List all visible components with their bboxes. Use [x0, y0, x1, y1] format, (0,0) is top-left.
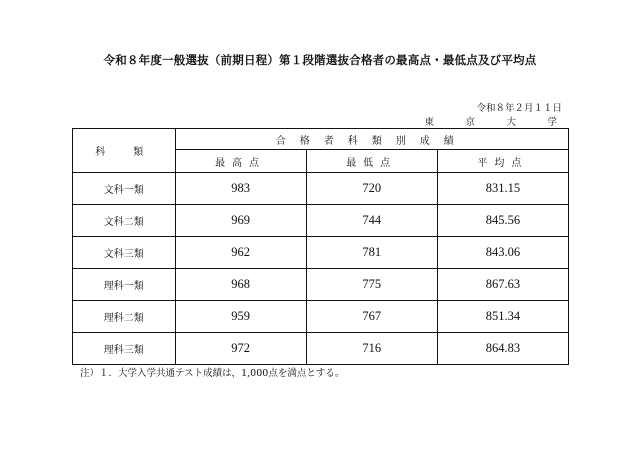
avg-score-cell: 851.34 — [437, 301, 568, 333]
min-score-cell: 744 — [306, 205, 437, 237]
table-row — [73, 301, 569, 333]
min-score-cell: 720 — [306, 173, 437, 205]
category-cell: 理科一類 — [73, 269, 176, 301]
table-row — [73, 205, 569, 237]
table-row — [73, 333, 569, 365]
category-cell: 文科二類 — [73, 205, 176, 237]
category-cell: 理科三類 — [73, 333, 176, 365]
category-cell: 文科三類 — [73, 237, 176, 269]
min-score-cell: 775 — [306, 269, 437, 301]
category-cell: 理科二類 — [73, 301, 176, 333]
table-row — [73, 173, 569, 205]
organization-name: 東 京 大 学 — [424, 117, 568, 128]
table-row — [73, 237, 569, 269]
table-header-row — [73, 129, 569, 150]
max-score-cell: 959 — [175, 301, 306, 333]
avg-score-cell: 845.56 — [437, 205, 568, 237]
min-score-cell: 716 — [306, 333, 437, 365]
max-score-header: 最高点 — [175, 150, 306, 173]
avg-score-cell: 843.06 — [437, 237, 568, 269]
max-score-cell: 962 — [175, 237, 306, 269]
avg-score-cell: 864.83 — [437, 333, 568, 365]
max-score-cell: 968 — [175, 269, 306, 301]
issue-date: 令和８年２月１１日 — [476, 103, 562, 114]
max-score-cell: 983 — [175, 173, 306, 205]
category-cell: 文科一類 — [73, 173, 176, 205]
min-score-cell: 767 — [306, 301, 437, 333]
group-header: 合格者科類別成績 — [175, 129, 569, 150]
category-header: 科 類 — [73, 129, 176, 173]
min-score-cell: 781 — [306, 237, 437, 269]
scores-table — [72, 128, 569, 365]
avg-score-header: 平均点 — [437, 150, 568, 173]
min-score-header: 最低点 — [306, 150, 437, 173]
max-score-cell: 972 — [175, 333, 306, 365]
footnote: 注）１．大学入学共通テスト成績は，1,000点を満点とする。 — [80, 368, 345, 379]
avg-score-cell: 831.15 — [437, 173, 568, 205]
page-title: 令和８年度一般選抜（前期日程）第１段階選抜合格者の最高点・最低点及び平均点 — [103, 53, 537, 67]
table-row — [73, 269, 569, 301]
avg-score-cell: 867.63 — [437, 269, 568, 301]
max-score-cell: 969 — [175, 205, 306, 237]
